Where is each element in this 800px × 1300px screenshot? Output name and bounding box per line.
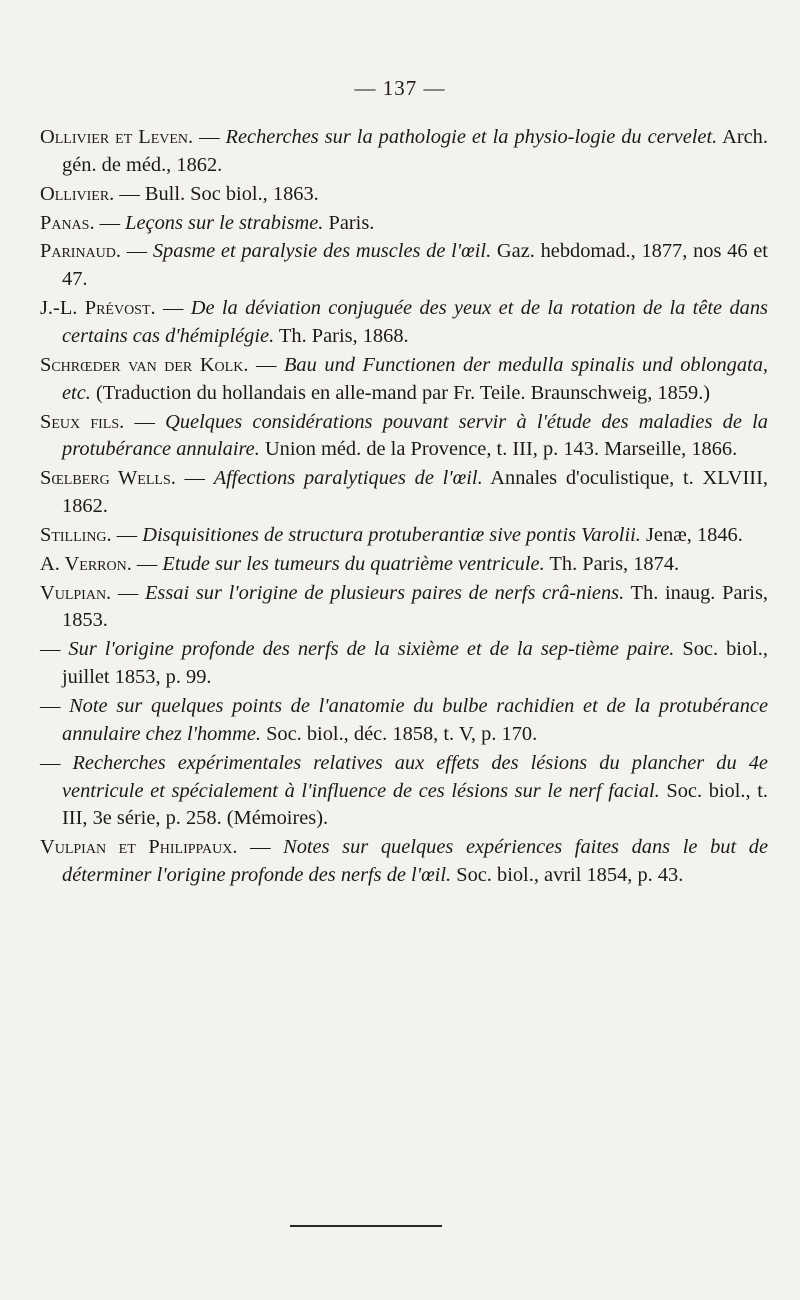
entry-separator: —	[193, 126, 226, 148]
entry-author: Panas.	[40, 211, 95, 234]
bibliography-entry	[40, 834, 768, 890]
bibliography-entry	[40, 750, 768, 833]
entry-publication: Bull. Soc biol., 1863.	[144, 182, 319, 205]
entry-separator: —	[248, 353, 284, 376]
entry-separator: —	[111, 581, 145, 604]
entry-author: Seux fils.	[40, 410, 125, 433]
entry-separator: —	[111, 523, 143, 546]
entry-separator: —	[121, 240, 153, 263]
entry-publication: Soc. biol., t. III, 3e série, p. 258. (Mémoires).	[62, 779, 769, 830]
entry-title: Affections paralytiques de l'œil.	[213, 467, 483, 490]
entry-author: Sœlberg Wells.	[40, 467, 176, 490]
bibliography-entry	[40, 210, 768, 238]
entry-publication: Soc. biol., juillet 1853, p. 99.	[62, 638, 769, 689]
bibliography-entry	[40, 181, 768, 209]
entry-title: Etude sur les tumeurs du quatrième ventricule.	[162, 552, 545, 575]
bibliography-entry	[40, 295, 768, 351]
entry-separator: —	[237, 836, 284, 859]
bibliography-entry	[40, 522, 768, 550]
entry-author: Ollivier.	[40, 182, 115, 205]
entry-title: Note sur quelques points de l'anatomie du bulbe rachidien et de la protubérance annulaire chez l'homme.	[62, 695, 768, 745]
entry-publication: Union méd. de la Provence, t. III, p. 143. Marseille, 1866.	[259, 438, 738, 461]
entry-publication: (Traduction du hollandais en alle-mand par Fr. Teile. Braunschweig, 1859.)	[90, 381, 711, 404]
entry-separator: —	[155, 297, 191, 320]
page-number: — 137 —	[354, 76, 446, 100]
bibliography-entry	[40, 352, 768, 408]
entry-title: Essai sur l'origine de plusieurs paires de nerfs crâ-niens.	[144, 581, 625, 604]
bibliography-entry	[40, 465, 768, 521]
entry-author: Vulpian et Philippaux.	[40, 836, 238, 859]
entry-publication: Soc. biol., avril 1854, p. 43.	[451, 864, 684, 887]
entry-publication: Soc. biol., déc. 1858, t. V, p. 170.	[260, 722, 538, 745]
entry-author: J.-L. Prévost.	[40, 297, 156, 320]
bibliography-list	[40, 124, 768, 891]
bibliography-entry	[40, 580, 768, 636]
entry-publication: Arch. gén. de méd., 1862.	[62, 126, 768, 176]
bibliography-entry	[40, 693, 768, 749]
entry-author: A. Verron.	[40, 552, 132, 575]
entry-title: Recherches sur la pathologie et la physio-logie du cervelet.	[225, 126, 718, 148]
entry-separator: —	[94, 211, 126, 234]
entry-author: Stilling.	[40, 523, 112, 546]
entry-publication: Gaz. hebdomad., 1877, nos 46 et 47.	[62, 240, 768, 291]
entry-separator: —	[131, 552, 163, 575]
entry-title: Quelques considérations pouvant servir à l'étude des maladies de la protubérance annulaire.	[62, 410, 768, 461]
entry-title: Spasme et paralysie des muscles de l'œil.	[152, 240, 492, 263]
entry-separator: —	[124, 410, 166, 433]
entry-title: De la déviation conjuguée des yeux et de la rotation de la tête dans certains cas d'hémiplégie.	[62, 297, 768, 347]
entry-author: Parinaud.	[40, 240, 121, 263]
entry-title: Notes sur quelques expériences faites dans le but de déterminer l'origine profonde des nerfs de l'œil.	[62, 836, 768, 887]
bibliography-entry	[40, 124, 768, 180]
entry-publication: Paris.	[323, 211, 375, 234]
entry-title: Sur l'origine profonde des nerfs de la sixième et de la sep-tième paire.	[68, 638, 675, 661]
closing-rule	[290, 1225, 442, 1227]
entry-publication: Annales d'oculistique, t. XLVIII, 1862.	[62, 467, 768, 518]
entry-publication: Th. Paris, 1874.	[544, 552, 680, 575]
entry-title: Disquisitiones de structura protuberantiæ sive pontis Varolii.	[142, 523, 641, 546]
entry-separator: —	[40, 638, 69, 661]
bibliography-entry	[40, 409, 768, 465]
entry-separator: —	[175, 467, 214, 490]
entry-publication: Jenæ, 1846.	[640, 523, 743, 546]
entry-separator: —	[40, 695, 70, 718]
entry-author: Ollivier et Leven.	[40, 126, 194, 148]
bibliography-entry	[40, 636, 768, 692]
entry-title: Recherches expérimentales relatives aux effets des lésions du plancher du 4e ventricule et spécialement à l'influence de ces lésions sur le nerf facial.	[62, 751, 768, 802]
entry-publication: Th. inaug. Paris, 1853.	[62, 581, 768, 632]
bibliography-entry	[40, 238, 768, 294]
entry-author: Schrœder van der Kolk.	[40, 353, 249, 376]
entry-separator: —	[114, 182, 145, 205]
entry-separator: —	[40, 751, 73, 774]
entry-publication: Th. Paris, 1868.	[274, 324, 409, 347]
entry-title: Leçons sur le strabisme.	[125, 211, 324, 234]
bibliography-entry	[40, 551, 768, 579]
entry-author: Vulpian.	[40, 581, 112, 604]
entry-title: Bau und Functionen der medulla spinalis und oblongata, etc.	[62, 353, 768, 404]
